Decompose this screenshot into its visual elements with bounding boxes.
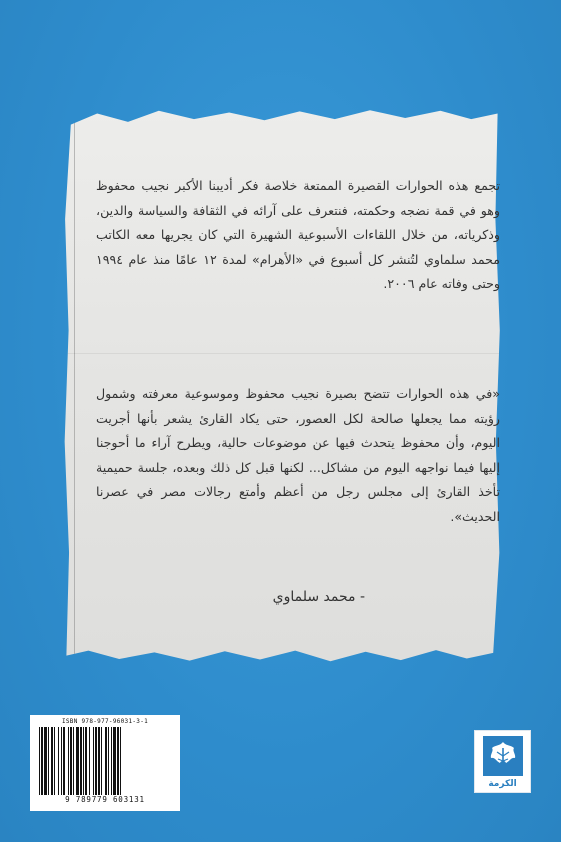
vine-leaf-icon (483, 736, 523, 776)
author-signature: - محمد سلماوي (272, 589, 365, 605)
publisher-logo (474, 730, 531, 793)
blurb-paragraph-1: تجمع هذه الحوارات القصيرة الممتعة خلاصة فكر أديبنا الأكبر نجيب محفوظ وهو في قمة نضجه وحكمته، فنتعرف على آرائه في الثقافة والسياسة والدين، وذكرياته، من خلال اللقاءات الأسبوعية الشهيرة التي كان يجريها معه الكاتب محمد سلماوي لتُنشر كل أسبوع في «الأهرام» لمدة ١٢ عامًا منذ عام ١٩٩٤ وحتى وفاته عام ٢٠٠٦. (96, 178, 500, 291)
barcode-bars (35, 727, 175, 795)
isbn-barcode (30, 715, 180, 811)
isbn-label: ISBN 978-977-96031-3-1 (61, 718, 149, 725)
publisher-name: الكرمة (488, 779, 517, 789)
barcode-digits: 9 789779 603131 (65, 795, 145, 804)
blurb-paragraph-2: «في هذه الحوارات تتضح بصيرة نجيب محفوظ وموسوعية معرفته وشمول رؤيته مما يجعلها صالحة لكل العصور، حتى يكاد القارئ يشعر بأنها أجريت اليوم، وأن محفوظ يتحدث فيها عن موضوعات حالية، ويطرح آراء ما أحوجنا إليها فيما نواجهه اليوم من مشاكل... لكنها قبل كل ذلك وبعده، جلسة حميمية تأخذ القارئ إلى مجلس رجل من أعظم وأمتع رجالات مصر في عصرنا الحديث». (96, 386, 500, 524)
